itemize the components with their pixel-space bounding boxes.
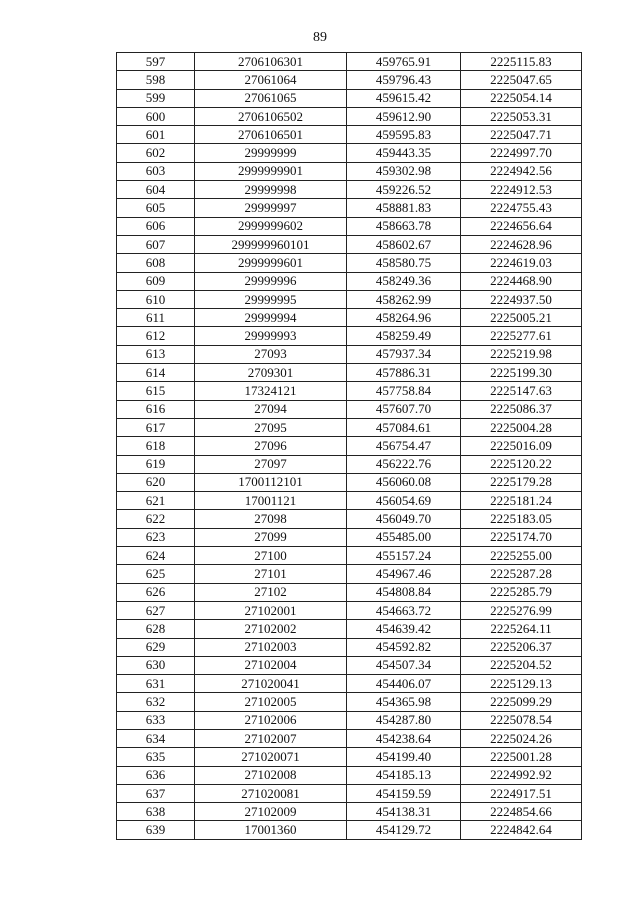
y-coordinate-cell: 2224917.51 bbox=[461, 784, 582, 802]
x-coordinate-cell: 459302.98 bbox=[347, 162, 461, 180]
y-coordinate-cell: 2224997.70 bbox=[461, 144, 582, 162]
point-id-cell: 27102 bbox=[195, 583, 347, 601]
point-id-cell: 27101 bbox=[195, 565, 347, 583]
x-coordinate-cell: 454406.07 bbox=[347, 675, 461, 693]
y-coordinate-cell: 2225204.52 bbox=[461, 656, 582, 674]
row-number-cell: 631 bbox=[117, 675, 195, 693]
table-row bbox=[117, 290, 582, 308]
y-coordinate-cell: 2225078.54 bbox=[461, 711, 582, 729]
x-coordinate-cell: 456049.70 bbox=[347, 510, 461, 528]
point-id-cell: 27094 bbox=[195, 400, 347, 418]
coordinates-table-body bbox=[117, 53, 582, 840]
row-number-cell: 632 bbox=[117, 693, 195, 711]
y-coordinate-cell: 2225174.70 bbox=[461, 528, 582, 546]
table-row bbox=[117, 89, 582, 107]
x-coordinate-cell: 456054.69 bbox=[347, 492, 461, 510]
table-row bbox=[117, 492, 582, 510]
y-coordinate-cell: 2224468.90 bbox=[461, 272, 582, 290]
table-row bbox=[117, 784, 582, 802]
table-row bbox=[117, 528, 582, 546]
y-coordinate-cell: 2225004.28 bbox=[461, 418, 582, 436]
point-id-cell: 27102008 bbox=[195, 766, 347, 784]
row-number-cell: 627 bbox=[117, 601, 195, 619]
y-coordinate-cell: 2224912.53 bbox=[461, 181, 582, 199]
row-number-cell: 612 bbox=[117, 327, 195, 345]
y-coordinate-cell: 2225016.09 bbox=[461, 437, 582, 455]
y-coordinate-cell: 2225285.79 bbox=[461, 583, 582, 601]
point-id-cell: 27102002 bbox=[195, 620, 347, 638]
point-id-cell: 299999960101 bbox=[195, 235, 347, 253]
table-row bbox=[117, 638, 582, 656]
row-number-cell: 602 bbox=[117, 144, 195, 162]
point-id-cell: 2999999601 bbox=[195, 254, 347, 272]
point-id-cell: 27095 bbox=[195, 418, 347, 436]
table-row bbox=[117, 217, 582, 235]
row-number-cell: 601 bbox=[117, 126, 195, 144]
point-id-cell: 27102005 bbox=[195, 693, 347, 711]
y-coordinate-cell: 2225206.37 bbox=[461, 638, 582, 656]
point-id-cell: 27093 bbox=[195, 345, 347, 363]
x-coordinate-cell: 454808.84 bbox=[347, 583, 461, 601]
page-number: 89 bbox=[313, 30, 327, 45]
table-row bbox=[117, 711, 582, 729]
table-row bbox=[117, 107, 582, 125]
y-coordinate-cell: 2224755.43 bbox=[461, 199, 582, 217]
table-row bbox=[117, 327, 582, 345]
point-id-cell: 27102001 bbox=[195, 601, 347, 619]
row-number-cell: 610 bbox=[117, 290, 195, 308]
x-coordinate-cell: 459796.43 bbox=[347, 71, 461, 89]
row-number-cell: 616 bbox=[117, 400, 195, 418]
y-coordinate-cell: 2225086.37 bbox=[461, 400, 582, 418]
x-coordinate-cell: 459612.90 bbox=[347, 107, 461, 125]
y-coordinate-cell: 2225047.71 bbox=[461, 126, 582, 144]
x-coordinate-cell: 458663.78 bbox=[347, 217, 461, 235]
y-coordinate-cell: 2225276.99 bbox=[461, 601, 582, 619]
row-number-cell: 622 bbox=[117, 510, 195, 528]
table-row bbox=[117, 766, 582, 784]
point-id-cell: 29999998 bbox=[195, 181, 347, 199]
coordinates-table bbox=[116, 52, 582, 840]
point-id-cell: 17324121 bbox=[195, 382, 347, 400]
table-row bbox=[117, 748, 582, 766]
point-id-cell: 29999999 bbox=[195, 144, 347, 162]
table-row bbox=[117, 601, 582, 619]
y-coordinate-cell: 2225099.29 bbox=[461, 693, 582, 711]
x-coordinate-cell: 454365.98 bbox=[347, 693, 461, 711]
row-number-cell: 621 bbox=[117, 492, 195, 510]
x-coordinate-cell: 456222.76 bbox=[347, 455, 461, 473]
x-coordinate-cell: 459615.42 bbox=[347, 89, 461, 107]
y-coordinate-cell: 2225129.13 bbox=[461, 675, 582, 693]
x-coordinate-cell: 458580.75 bbox=[347, 254, 461, 272]
x-coordinate-cell: 456060.08 bbox=[347, 473, 461, 491]
x-coordinate-cell: 459595.83 bbox=[347, 126, 461, 144]
point-id-cell: 29999993 bbox=[195, 327, 347, 345]
table-row bbox=[117, 729, 582, 747]
row-number-cell: 613 bbox=[117, 345, 195, 363]
table-row bbox=[117, 693, 582, 711]
table-row bbox=[117, 400, 582, 418]
x-coordinate-cell: 458249.36 bbox=[347, 272, 461, 290]
row-number-cell: 618 bbox=[117, 437, 195, 455]
x-coordinate-cell: 454185.13 bbox=[347, 766, 461, 784]
x-coordinate-cell: 454507.34 bbox=[347, 656, 461, 674]
x-coordinate-cell: 459226.52 bbox=[347, 181, 461, 199]
y-coordinate-cell: 2224619.03 bbox=[461, 254, 582, 272]
table-row bbox=[117, 254, 582, 272]
row-number-cell: 600 bbox=[117, 107, 195, 125]
row-number-cell: 603 bbox=[117, 162, 195, 180]
row-number-cell: 614 bbox=[117, 364, 195, 382]
table-row bbox=[117, 418, 582, 436]
row-number-cell: 633 bbox=[117, 711, 195, 729]
y-coordinate-cell: 2225199.30 bbox=[461, 364, 582, 382]
x-coordinate-cell: 459443.35 bbox=[347, 144, 461, 162]
x-coordinate-cell: 457886.31 bbox=[347, 364, 461, 382]
table-row bbox=[117, 181, 582, 199]
point-id-cell: 271020041 bbox=[195, 675, 347, 693]
row-number-cell: 639 bbox=[117, 821, 195, 839]
y-coordinate-cell: 2225115.83 bbox=[461, 53, 582, 71]
point-id-cell: 2706106301 bbox=[195, 53, 347, 71]
point-id-cell: 27061065 bbox=[195, 89, 347, 107]
row-number-cell: 599 bbox=[117, 89, 195, 107]
y-coordinate-cell: 2225047.65 bbox=[461, 71, 582, 89]
row-number-cell: 624 bbox=[117, 547, 195, 565]
row-number-cell: 597 bbox=[117, 53, 195, 71]
point-id-cell: 1700112101 bbox=[195, 473, 347, 491]
row-number-cell: 604 bbox=[117, 181, 195, 199]
table-row bbox=[117, 235, 582, 253]
row-number-cell: 606 bbox=[117, 217, 195, 235]
row-number-cell: 608 bbox=[117, 254, 195, 272]
y-coordinate-cell: 2225024.26 bbox=[461, 729, 582, 747]
row-number-cell: 623 bbox=[117, 528, 195, 546]
x-coordinate-cell: 457607.70 bbox=[347, 400, 461, 418]
table-row bbox=[117, 473, 582, 491]
x-coordinate-cell: 458259.49 bbox=[347, 327, 461, 345]
row-number-cell: 611 bbox=[117, 309, 195, 327]
point-id-cell: 17001121 bbox=[195, 492, 347, 510]
point-id-cell: 27102003 bbox=[195, 638, 347, 656]
point-id-cell: 27100 bbox=[195, 547, 347, 565]
table-row bbox=[117, 345, 582, 363]
y-coordinate-cell: 2225183.05 bbox=[461, 510, 582, 528]
y-coordinate-cell: 2224942.56 bbox=[461, 162, 582, 180]
table-row bbox=[117, 162, 582, 180]
point-id-cell: 27102007 bbox=[195, 729, 347, 747]
y-coordinate-cell: 2224842.64 bbox=[461, 821, 582, 839]
y-coordinate-cell: 2224992.92 bbox=[461, 766, 582, 784]
row-number-cell: 609 bbox=[117, 272, 195, 290]
y-coordinate-cell: 2225181.24 bbox=[461, 492, 582, 510]
y-coordinate-cell: 2225053.31 bbox=[461, 107, 582, 125]
point-id-cell: 27061064 bbox=[195, 71, 347, 89]
y-coordinate-cell: 2225054.14 bbox=[461, 89, 582, 107]
x-coordinate-cell: 454238.64 bbox=[347, 729, 461, 747]
row-number-cell: 635 bbox=[117, 748, 195, 766]
x-coordinate-cell: 457758.84 bbox=[347, 382, 461, 400]
table-row bbox=[117, 656, 582, 674]
x-coordinate-cell: 454138.31 bbox=[347, 803, 461, 821]
table-row bbox=[117, 803, 582, 821]
x-coordinate-cell: 454199.40 bbox=[347, 748, 461, 766]
y-coordinate-cell: 2225277.61 bbox=[461, 327, 582, 345]
table-row bbox=[117, 272, 582, 290]
row-number-cell: 615 bbox=[117, 382, 195, 400]
table-row bbox=[117, 675, 582, 693]
x-coordinate-cell: 457937.34 bbox=[347, 345, 461, 363]
y-coordinate-cell: 2224656.64 bbox=[461, 217, 582, 235]
table-row bbox=[117, 71, 582, 89]
point-id-cell: 29999994 bbox=[195, 309, 347, 327]
point-id-cell: 2709301 bbox=[195, 364, 347, 382]
row-number-cell: 626 bbox=[117, 583, 195, 601]
point-id-cell: 27102006 bbox=[195, 711, 347, 729]
table-row bbox=[117, 126, 582, 144]
point-id-cell: 27096 bbox=[195, 437, 347, 455]
x-coordinate-cell: 458881.83 bbox=[347, 199, 461, 217]
point-id-cell: 271020081 bbox=[195, 784, 347, 802]
row-number-cell: 634 bbox=[117, 729, 195, 747]
point-id-cell: 2999999901 bbox=[195, 162, 347, 180]
table-row bbox=[117, 199, 582, 217]
table-row bbox=[117, 620, 582, 638]
x-coordinate-cell: 459765.91 bbox=[347, 53, 461, 71]
y-coordinate-cell: 2224628.96 bbox=[461, 235, 582, 253]
y-coordinate-cell: 2225120.22 bbox=[461, 455, 582, 473]
point-id-cell: 27097 bbox=[195, 455, 347, 473]
x-coordinate-cell: 454967.46 bbox=[347, 565, 461, 583]
x-coordinate-cell: 458262.99 bbox=[347, 290, 461, 308]
x-coordinate-cell: 458602.67 bbox=[347, 235, 461, 253]
table-row bbox=[117, 437, 582, 455]
x-coordinate-cell: 456754.47 bbox=[347, 437, 461, 455]
table-row bbox=[117, 309, 582, 327]
point-id-cell: 29999995 bbox=[195, 290, 347, 308]
row-number-cell: 617 bbox=[117, 418, 195, 436]
point-id-cell: 29999996 bbox=[195, 272, 347, 290]
row-number-cell: 636 bbox=[117, 766, 195, 784]
table-row bbox=[117, 144, 582, 162]
row-number-cell: 620 bbox=[117, 473, 195, 491]
row-number-cell: 630 bbox=[117, 656, 195, 674]
point-id-cell: 17001360 bbox=[195, 821, 347, 839]
y-coordinate-cell: 2225001.28 bbox=[461, 748, 582, 766]
table-row bbox=[117, 565, 582, 583]
x-coordinate-cell: 455485.00 bbox=[347, 528, 461, 546]
y-coordinate-cell: 2225005.21 bbox=[461, 309, 582, 327]
row-number-cell: 638 bbox=[117, 803, 195, 821]
x-coordinate-cell: 454663.72 bbox=[347, 601, 461, 619]
row-number-cell: 598 bbox=[117, 71, 195, 89]
point-id-cell: 271020071 bbox=[195, 748, 347, 766]
point-id-cell: 27098 bbox=[195, 510, 347, 528]
x-coordinate-cell: 457084.61 bbox=[347, 418, 461, 436]
x-coordinate-cell: 454287.80 bbox=[347, 711, 461, 729]
y-coordinate-cell: 2225179.28 bbox=[461, 473, 582, 491]
table-row bbox=[117, 364, 582, 382]
row-number-cell: 637 bbox=[117, 784, 195, 802]
x-coordinate-cell: 454159.59 bbox=[347, 784, 461, 802]
table-row bbox=[117, 382, 582, 400]
point-id-cell: 27099 bbox=[195, 528, 347, 546]
table-row bbox=[117, 583, 582, 601]
point-id-cell: 27102009 bbox=[195, 803, 347, 821]
row-number-cell: 605 bbox=[117, 199, 195, 217]
row-number-cell: 619 bbox=[117, 455, 195, 473]
x-coordinate-cell: 454592.82 bbox=[347, 638, 461, 656]
table-row bbox=[117, 547, 582, 565]
y-coordinate-cell: 2224854.66 bbox=[461, 803, 582, 821]
x-coordinate-cell: 454639.42 bbox=[347, 620, 461, 638]
point-id-cell: 27102004 bbox=[195, 656, 347, 674]
x-coordinate-cell: 454129.72 bbox=[347, 821, 461, 839]
x-coordinate-cell: 455157.24 bbox=[347, 547, 461, 565]
table-row bbox=[117, 53, 582, 71]
row-number-cell: 628 bbox=[117, 620, 195, 638]
row-number-cell: 629 bbox=[117, 638, 195, 656]
y-coordinate-cell: 2224937.50 bbox=[461, 290, 582, 308]
table-row bbox=[117, 510, 582, 528]
y-coordinate-cell: 2225219.98 bbox=[461, 345, 582, 363]
y-coordinate-cell: 2225264.11 bbox=[461, 620, 582, 638]
row-number-cell: 607 bbox=[117, 235, 195, 253]
table-row bbox=[117, 455, 582, 473]
point-id-cell: 2706106502 bbox=[195, 107, 347, 125]
point-id-cell: 29999997 bbox=[195, 199, 347, 217]
y-coordinate-cell: 2225147.63 bbox=[461, 382, 582, 400]
y-coordinate-cell: 2225287.28 bbox=[461, 565, 582, 583]
x-coordinate-cell: 458264.96 bbox=[347, 309, 461, 327]
row-number-cell: 625 bbox=[117, 565, 195, 583]
point-id-cell: 2706106501 bbox=[195, 126, 347, 144]
table-row bbox=[117, 821, 582, 839]
point-id-cell: 2999999602 bbox=[195, 217, 347, 235]
y-coordinate-cell: 2225255.00 bbox=[461, 547, 582, 565]
